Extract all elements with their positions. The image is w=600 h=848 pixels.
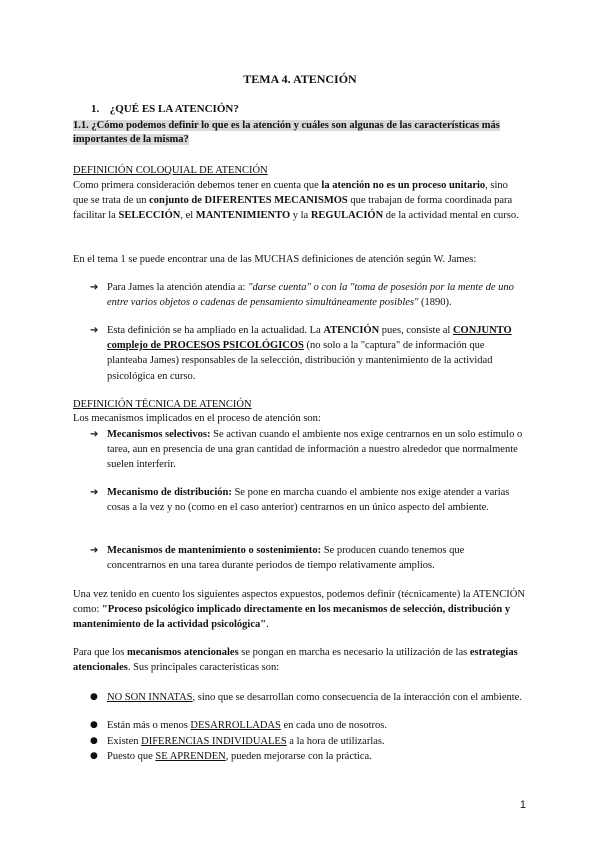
list-item bbox=[90, 427, 525, 473]
coloquial-heading: DEFINICIÓN COLOQUIAL DE ATENCIÓN bbox=[73, 165, 268, 176]
section-title: ¿QUÉ ES LA ATENCIÓN? bbox=[109, 103, 239, 115]
bullet-icon: ● bbox=[90, 736, 98, 746]
list-item bbox=[90, 734, 525, 749]
text-run: , el bbox=[180, 210, 196, 222]
text-run: Existen bbox=[107, 736, 142, 747]
bold-run: estrategias atencionales bbox=[73, 647, 518, 674]
list-item bbox=[90, 690, 525, 705]
text-run: Esta definición se ha ampliado en la actualidad. La bbox=[107, 325, 324, 336]
text-run: (no solo a la "captura" de información que planteaba James) responsables de la selección, distribución y mantenimiento de la actividad psicológica en curso. bbox=[107, 340, 493, 382]
text-run: y la bbox=[290, 210, 311, 222]
text-run: a la hora de utilizarlas. bbox=[286, 736, 385, 747]
bold-underline-run: CONJUNTO complejo de PROCESOS PSICOLÓGICOS bbox=[107, 325, 512, 352]
estrategias-paragraph bbox=[73, 645, 525, 675]
coloquial-paragraph bbox=[73, 178, 525, 224]
james-intro-paragraph: En el tema 1 se puede encontrar una de las MUCHAS definiciones de atención según W. James: bbox=[73, 254, 477, 265]
text-run: . bbox=[266, 619, 269, 631]
text-run: , sino que se desarrollan como consecuencia de la interacción con el ambiente. bbox=[192, 692, 522, 703]
bold-run: Mecanismos de mantenimiento o sostenimiento: bbox=[107, 545, 322, 556]
text-run: en cada uno de nosotros. bbox=[280, 720, 387, 731]
list-item bbox=[90, 280, 525, 310]
text-run: Una vez tenido en cuento los siguientes aspectos expuestos, podemos definir (técnicamente) la ATENCIÓN como: bbox=[73, 589, 525, 616]
text-run: Para que los bbox=[73, 647, 127, 658]
bullet-icon: ● bbox=[90, 692, 98, 702]
text-run: se pongan en marcha es necesario la utilización de las bbox=[238, 647, 470, 658]
text-run: (1890). bbox=[418, 297, 452, 309]
list-item bbox=[90, 323, 525, 384]
bullet-icon: ● bbox=[90, 751, 98, 761]
text-run: Para James la atención atendía a: bbox=[107, 282, 249, 293]
tecnica-intro: Los mecanismos implicados en el proceso de atención son: bbox=[73, 413, 321, 424]
page-number: 1 bbox=[519, 799, 526, 811]
underline-run: SE APRENDEN bbox=[155, 751, 226, 762]
section-number: 1. bbox=[91, 103, 100, 115]
bold-run: la atención no es un proceso unitario bbox=[321, 180, 486, 191]
list-item bbox=[90, 543, 525, 573]
definicion-paragraph bbox=[73, 587, 525, 633]
text-run: Se producen cuando tenemos que concentrarnos en una tarea durante periodos de tiempo relativamente amplios. bbox=[107, 545, 465, 572]
bold-run: "Proceso psicológico implicado directamente en los mecanismos de selección, distribución y mantenimiento de la actividad psicológica" bbox=[73, 604, 511, 631]
bold-run: mecanismos atencionales bbox=[126, 647, 239, 658]
text-run: , pueden mejorarse con la práctica. bbox=[225, 751, 372, 762]
italic-run: "darse cuenta" o con la "toma de posesión por la mente de uno entre varios objetos o cadenas de pensamiento simultáneamente posibles" bbox=[107, 282, 514, 309]
tecnica-heading: DEFINICIÓN TÉCNICA DE ATENCIÓN bbox=[73, 399, 252, 410]
text-run: Se activan cuando el ambiente nos exige centrarnos en un solo estímulo o tarea, aun en presencia de una gran cantidad de información a nuestro alrededor que normalmente suelen interferir. bbox=[107, 429, 523, 471]
text-run: de la actividad mental en curso. bbox=[383, 210, 519, 222]
underline-run: DIFERENCIAS INDIVIDUALES bbox=[141, 736, 287, 747]
text-run: . Sus principales características son: bbox=[127, 662, 280, 674]
bold-run: REGULACIÓN bbox=[310, 210, 384, 222]
bold-run: SELECCIÓN bbox=[118, 210, 181, 222]
list-item bbox=[90, 749, 525, 764]
bold-run: conjunto de DIFERENTES MECANISMOS bbox=[149, 195, 348, 207]
list-item bbox=[90, 485, 525, 515]
arrow-icon: ➔ bbox=[90, 282, 99, 293]
question-text: 1.1. ¿Cómo podemos definir lo que es la atención y cuáles son algunas de las características más importantes de la misma? bbox=[73, 120, 500, 145]
arrow-icon: ➔ bbox=[90, 487, 99, 498]
bold-run: ATENCIÓN bbox=[323, 325, 380, 336]
question-heading bbox=[73, 119, 525, 147]
text-run: Como primera consideración debemos tener en cuenta que bbox=[73, 180, 322, 191]
underline-run: NO SON INNATAS bbox=[107, 692, 193, 703]
text-run: , sino que se trata de un bbox=[73, 180, 508, 207]
underline-run: DESARROLLADAS bbox=[190, 720, 281, 731]
text-run: Están más o menos bbox=[107, 720, 191, 731]
text-run: Se pone en marcha cuando el ambiente nos exige atender a varias cosas a la vez y no (como en el caso anterior) centrarnos en un único aspecto del ambiente. bbox=[107, 487, 510, 514]
arrow-icon: ➔ bbox=[90, 429, 99, 440]
bold-run: Mecanismo de distribución: bbox=[107, 487, 232, 498]
section-heading bbox=[91, 102, 239, 117]
text-run: que trabajan de forma coordinada para facilitar la bbox=[73, 195, 513, 222]
bullet-icon: ● bbox=[90, 720, 98, 730]
document-title: TEMA 4. ATENCIÓN bbox=[243, 72, 357, 86]
bold-run: Mecanismos selectivos: bbox=[107, 429, 211, 440]
arrow-icon: ➔ bbox=[90, 545, 99, 556]
text-run: pues, consiste al bbox=[379, 325, 453, 336]
arrow-icon: ➔ bbox=[90, 325, 99, 336]
bold-run: MANTENIMIENTO bbox=[195, 210, 291, 222]
text-run: Puesto que bbox=[107, 751, 156, 762]
list-item bbox=[90, 718, 525, 733]
